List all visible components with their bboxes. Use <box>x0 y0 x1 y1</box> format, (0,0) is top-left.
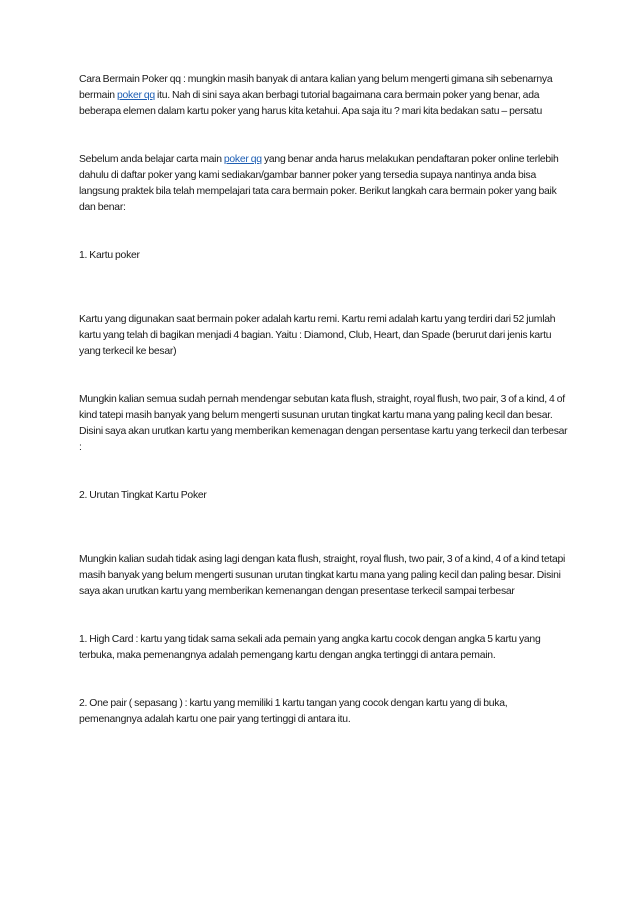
flush-intro-paragraph: Mungkin kalian semua sudah pernah mendengar sebutan kata flush, straight, royal flush, two pair, 3 of a kind, 4 of kind tatepi masih banyak yang belum mengerti susunan urutan tingkat kartu mana yang paling kecil dan besar. Disini saya akan urutkan kartu yang memberikan kemenagan dengan persentase kartu yang terkecil dan terbesar : <box>79 394 568 453</box>
section-heading-kartu-poker: 1. Kartu poker <box>79 250 140 261</box>
registration-paragraph <box>79 152 569 216</box>
registration-text-end: yang benar anda harus melakukan pendaftaran poker online terlebih dahulu di daftar poker yang kami sediakan/gambar banner poker yang tersedia supaya nantinya anda bisa langsung praktek bila telah mempelajari tata cara bermain poker. Berikut langkah cara bermain poker yang baik dan benar: <box>79 154 559 213</box>
intro-text-start: Cara Bermain Poker qq : mungkin masih banyak di antara kalian yang belum mengerti gimana sih sebenarnya bermain <box>79 74 553 101</box>
intro-paragraph <box>79 72 569 120</box>
intro-text-end: itu. Nah di sini saya akan berbagi tutorial bagaimana cara bermain poker yang benar, ada beberapa elemen dalam kartu poker yang harus kita ketahui. Apa saja itu ? mari kita bedakan satu – persatu <box>79 90 542 117</box>
document-body <box>79 72 569 728</box>
urutan-paragraph: Mungkin kalian sudah tidak asing lagi dengan kata flush, straight, royal flush, two pair, 3 of a kind, 4 of a kind tetapi masih banyak yang belum mengerti susunan urutan tingkat kartu mana yang paling kecil dan paling besar. Disini saya akan urutkan kartu yang memberikan kemenangan dengan presentase terkecil sampai terbesar <box>79 554 566 597</box>
section-heading-urutan: 2. Urutan Tingkat Kartu Poker <box>79 490 207 501</box>
registration-text-start: Sebelum anda belajar carta main <box>79 154 224 165</box>
kartu-remi-paragraph: Kartu yang digunakan saat bermain poker adalah kartu remi. Kartu remi adalah kartu yang terdiri dari 52 jumlah kartu yang telah di bagikan menjadi 4 bagian. Yaitu : Diamond, Club, Heart, dan Spade (berurut dari jenis kartu yang terkecil ke besar) <box>79 314 556 357</box>
poker-qq-link[interactable]: poker qq <box>116 90 155 101</box>
high-card-paragraph: 1. High Card : kartu yang tidak sama sekali ada pemain yang angka kartu cocok dengan angka 5 kartu yang terbuka, maka pemenangnya adalah pemengang kartu dengan angka tertinggi di antara pemain. <box>79 634 541 661</box>
one-pair-paragraph: 2. One pair ( sepasang ) : kartu yang memiliki 1 kartu tangan yang cocok dengan kartu yang di buka, pemenangnya adalah kartu one pair yang tertinggi di antara itu. <box>79 698 508 725</box>
poker-qq-link-2[interactable]: poker qq <box>223 154 262 165</box>
